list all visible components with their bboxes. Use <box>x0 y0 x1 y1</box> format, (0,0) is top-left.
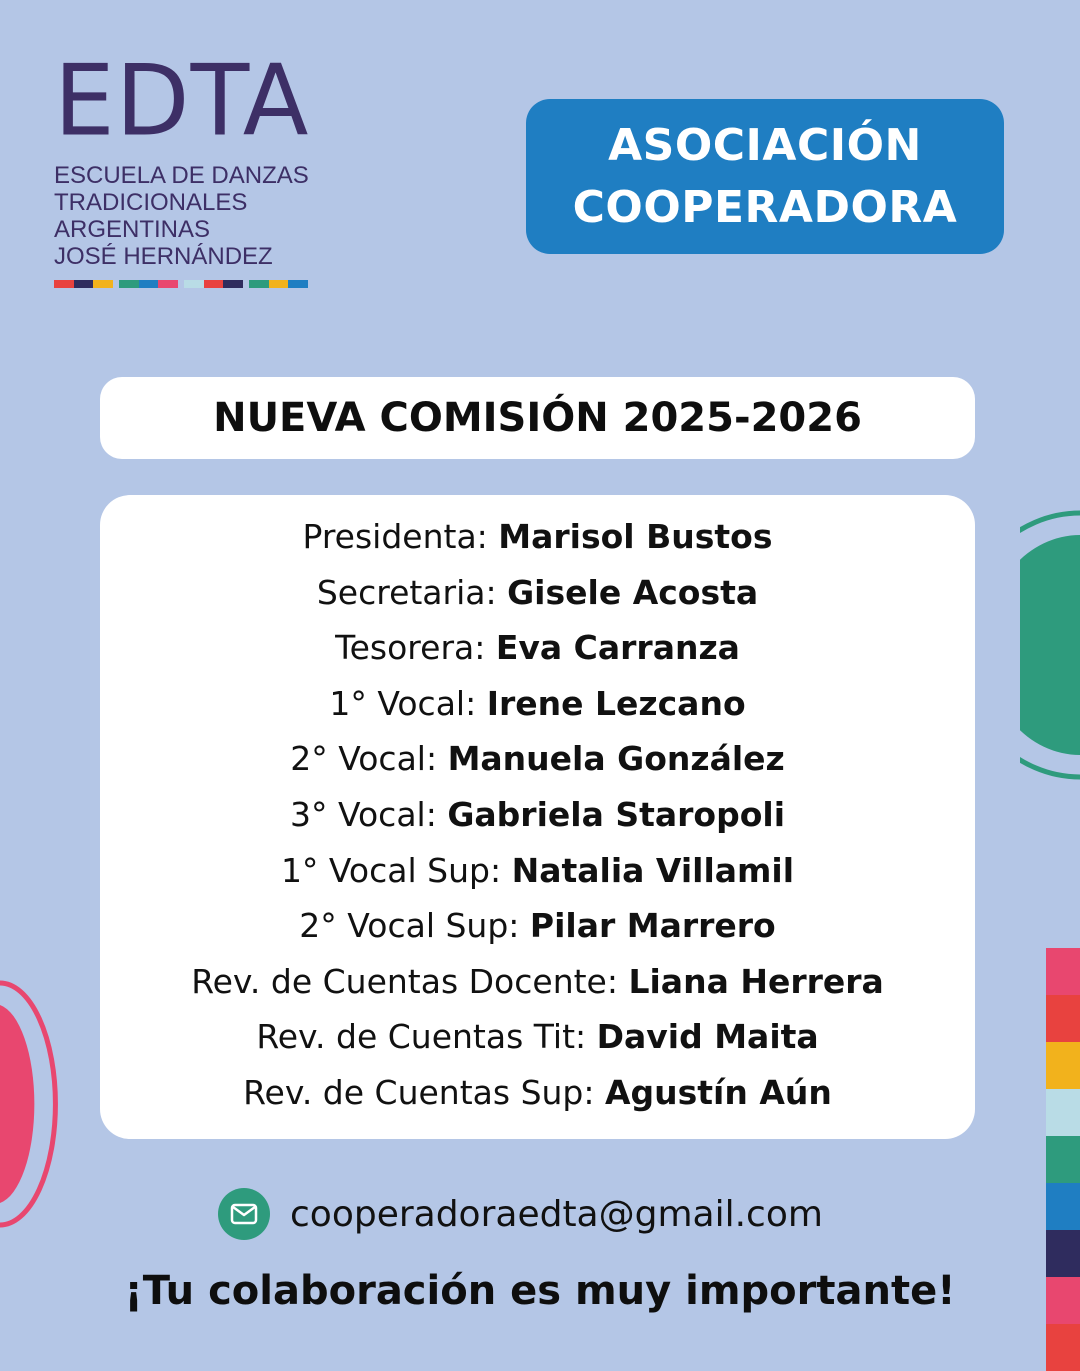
member-role: Tesorera: <box>335 628 496 668</box>
member-name: Eva Carranza <box>495 628 740 668</box>
badge-line: ASOCIACIÓN <box>608 119 922 171</box>
color-bar <box>1046 1042 1080 1089</box>
edta-logo <box>54 43 324 288</box>
members-card <box>100 495 975 1139</box>
contact-email <box>218 1188 823 1240</box>
color-bar <box>1046 1136 1080 1183</box>
member-role: 1° Vocal Sup: <box>280 850 512 890</box>
member-row <box>100 676 975 732</box>
member-row <box>100 954 975 1010</box>
member-row <box>100 898 975 954</box>
member-role: 2° Vocal Sup: <box>299 906 530 946</box>
color-bar <box>1046 1324 1080 1371</box>
logo-line: JOSÉ HERNÁNDEZ <box>54 243 273 270</box>
header-badge <box>526 99 1004 254</box>
color-bar <box>1046 995 1080 1042</box>
member-name: Gabriela Staropoli <box>447 794 786 834</box>
member-name: Manuela González <box>447 739 785 779</box>
logo-stripe <box>269 280 289 288</box>
logo-stripe <box>74 280 94 288</box>
tagline: ¡Tu colaboración es muy importante! <box>124 1268 956 1314</box>
logo-line: ESCUELA DE DANZAS <box>54 162 309 189</box>
member-role: 3° Vocal: <box>289 794 448 834</box>
section-title: NUEVA COMISIÓN 2025-2026 <box>100 377 975 459</box>
member-role: 1° Vocal: <box>329 683 487 723</box>
logo-stripe <box>119 280 139 288</box>
logo-stripe <box>54 280 74 288</box>
member-name: Liana Herrera <box>628 961 884 1001</box>
member-row <box>100 787 975 843</box>
email-text[interactable]: cooperadoraedta@gmail.com <box>290 1193 823 1235</box>
member-role: Secretaria: <box>316 572 508 612</box>
member-name: Pilar Marrero <box>529 906 776 946</box>
decorative-arc-right <box>1020 505 1080 785</box>
member-name: Irene Lezcano <box>486 683 746 723</box>
member-name: Marisol Bustos <box>498 517 773 556</box>
color-bar <box>1046 1089 1080 1136</box>
member-row <box>100 620 975 676</box>
logo-stripe <box>93 280 113 288</box>
member-name: David Maita <box>596 1017 819 1057</box>
logo-stripe <box>249 280 269 288</box>
logo-stripe <box>184 280 204 288</box>
member-row <box>100 731 975 787</box>
color-bar <box>1046 948 1080 995</box>
badge-line: COOPERADORA <box>572 181 958 233</box>
color-bar <box>1046 1183 1080 1230</box>
member-role: Rev. de Cuentas Sup: <box>243 1072 605 1112</box>
member-row <box>100 843 975 899</box>
mail-icon <box>218 1188 270 1240</box>
member-row <box>100 1065 975 1121</box>
logo-line: TRADICIONALES <box>54 189 248 216</box>
member-role: Rev. de Cuentas Tit: <box>256 1017 597 1057</box>
member-role: 2° Vocal: <box>290 739 448 779</box>
member-name: Gisele Acosta <box>507 572 759 612</box>
logo-stripe <box>139 280 159 288</box>
member-name: Agustín Aún <box>604 1072 832 1112</box>
logo-stripe <box>223 280 243 288</box>
member-role: Rev. de Cuentas Docente: <box>191 961 629 1001</box>
logo-stripe <box>288 280 308 288</box>
logo-stripe <box>158 280 178 288</box>
member-row <box>100 509 975 565</box>
logo-line: ARGENTINAS <box>54 216 211 243</box>
member-role: Presidenta: <box>302 517 499 556</box>
logo-subtitle <box>54 162 324 270</box>
logo-stripe <box>204 280 224 288</box>
member-row <box>100 565 975 621</box>
logo-stripes <box>54 280 314 288</box>
member-row <box>100 1009 975 1065</box>
decorative-arc-left <box>0 975 60 1235</box>
member-name: Natalia Villamil <box>511 850 795 890</box>
logo-mark: EDTA <box>54 43 310 159</box>
